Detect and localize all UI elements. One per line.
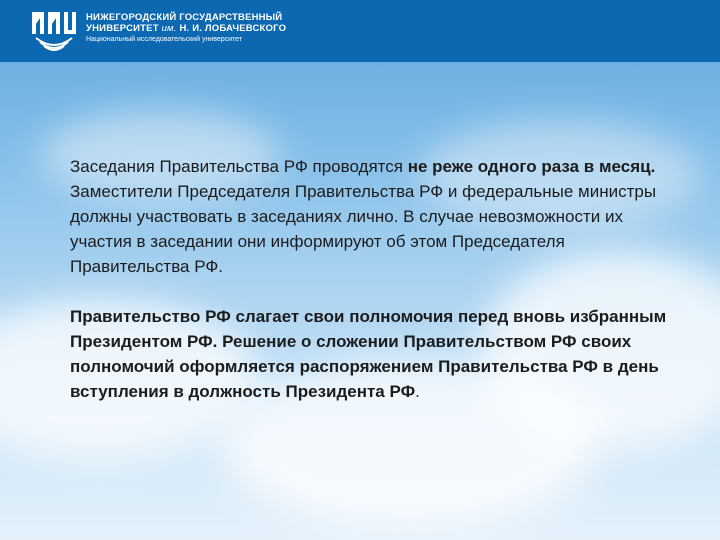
university-name-line1: НИЖЕГОРОДСКИЙ ГОСУДАРСТВЕННЫЙ xyxy=(86,12,283,23)
slide-body xyxy=(70,154,670,429)
university-subtitle: Национальный исследовательский университет xyxy=(86,36,243,43)
university-name xyxy=(86,12,286,45)
paragraph-meetings: Заседания Правительства РФ проводятся не реже одного раза в месяц. Заместители Председателя Правительства РФ и федеральные министры должны участвовать в заседаниях лично. В случае невозможности их участия в заседании они информируют об этом Председателя Правительства РФ. xyxy=(70,157,657,276)
university-name-line2: УНИВЕРСИТЕТ им. Н. И. ЛОБАЧЕВСКОГО xyxy=(86,23,287,34)
paragraph-resignation: Правительство РФ слагает свои полномочия перед вновь избранным Президентом РФ. Решение о сложении Правительством РФ своих полномочий оформляется распоряжением Правительства РФ в день вступления в должность Президента РФ. xyxy=(70,307,667,401)
university-header xyxy=(0,0,720,62)
nnsu-logo-icon xyxy=(30,8,78,54)
